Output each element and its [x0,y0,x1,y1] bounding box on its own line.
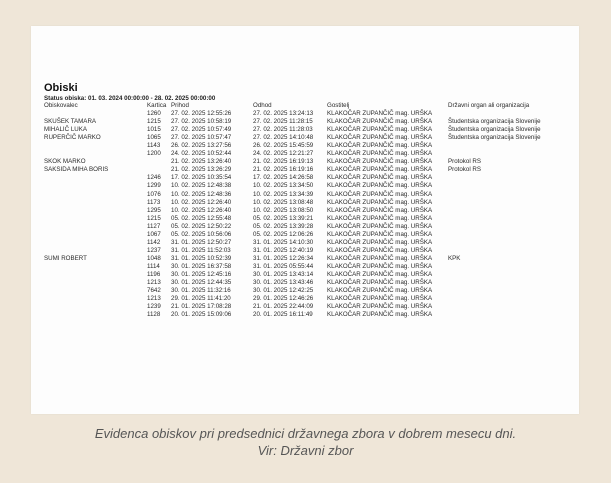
table-row [31,118,579,126]
table-row [31,150,579,158]
host-name: KLAKOČAR ZUPANČIČ mag. URŠKA [327,158,433,166]
card-number: 1295 [147,206,161,214]
departure-time: 10. 02. 2025 13:08:50 [253,206,314,214]
arrival-time: 17. 02. 2025 10:35:54 [171,174,232,182]
table-row [31,287,579,295]
card-number: 1239 [147,303,161,311]
table-row [31,231,579,239]
card-number: 1200 [147,150,161,158]
card-number: 1127 [147,222,161,230]
table-row [31,174,579,182]
card-number: 1065 [147,134,161,142]
table-row [31,182,579,190]
departure-time: 24. 02. 2025 12:21:27 [253,150,314,158]
host-name: KLAKOČAR ZUPANČIČ mag. URŠKA [327,230,433,238]
visitor-name: SKOK MARKO [44,158,86,166]
departure-time: 10. 02. 2025 13:34:39 [253,190,314,198]
arrival-time: 29. 01. 2025 11:41:20 [171,295,231,303]
arrival-time: 10. 02. 2025 12:26:40 [171,206,232,214]
table-row [31,255,579,263]
arrival-time: 31. 01. 2025 12:50:27 [171,238,232,246]
host-name: KLAKOČAR ZUPANČIČ mag. URŠKA [327,254,433,262]
status-line: Status obiska: 01. 03. 2024 00:00:00 - 28. 02. 2025 00:00:00 [44,95,216,102]
departure-time: 31. 01. 2025 12:40:19 [253,246,314,254]
arrival-time: 27. 02. 2025 10:57:49 [171,126,232,134]
host-name: KLAKOČAR ZUPANČIČ mag. URŠKA [327,150,433,158]
card-number: 1143 [147,142,161,150]
host-name: KLAKOČAR ZUPANČIČ mag. URŠKA [327,166,433,174]
header-card: Kartica [147,102,167,109]
arrival-time: 21. 01. 2025 17:08:28 [171,303,232,311]
table-row [31,311,579,319]
table-row [31,247,579,255]
arrival-time: 05. 02. 2025 12:55:48 [171,214,232,222]
host-name: KLAKOČAR ZUPANČIČ mag. URŠKA [327,222,433,230]
visitor-name: SAKSIDA MIHA BORIS [44,166,109,174]
arrival-time: 27. 02. 2025 10:57:47 [171,134,232,142]
organization: Protokol RS [448,158,482,166]
departure-time: 27. 02. 2025 13:24:13 [253,110,314,117]
departure-time: 21. 01. 2025 22:44:09 [253,303,314,311]
arrival-time: 24. 02. 2025 10:52:44 [171,150,232,158]
caption-line-2: Vir: Državni zbor [257,443,354,458]
arrival-time: 30. 01. 2025 12:44:35 [171,279,232,287]
host-name: KLAKOČAR ZUPANČIČ mag. URŠKA [327,134,433,142]
departure-time: 21. 02. 2025 16:19:13 [253,158,314,166]
card-number: 1196 [147,271,161,278]
arrival-time: 21. 02. 2025 13:26:40 [171,158,232,166]
host-name: KLAKOČAR ZUPANČIČ mag. URŠKA [327,271,433,278]
card-number: 1246 [147,174,161,182]
card-number: 1015 [147,126,161,134]
arrival-time: 05. 02. 2025 10:56:06 [171,230,232,238]
table-row [31,166,579,174]
table-row [31,303,579,311]
table-row [31,263,579,271]
card-number: 1076 [147,190,161,198]
visitor-name: SKUŠEK TAMARA [44,118,97,126]
header-host: Gostitelj [327,102,350,109]
host-name: KLAKOČAR ZUPANČIČ mag. URŠKA [327,174,433,182]
card-number: 1213 [147,295,161,303]
caption-line-1: Evidenca obiskov pri predsednici državnega zbora v dobrem mesecu dni. [94,426,517,441]
departure-time: 21. 02. 2025 16:19:16 [253,166,314,174]
table-row [31,110,579,118]
arrival-time: 27. 02. 2025 10:58:19 [171,118,232,126]
arrival-time: 30. 01. 2025 12:45:16 [171,271,232,278]
table-row [31,223,579,231]
arrival-time: 30. 01. 2025 11:32:16 [171,287,231,295]
departure-time: 31. 01. 2025 12:26:34 [253,254,314,262]
arrival-time: 30. 01. 2025 16:37:58 [171,262,232,270]
arrival-time: 31. 01. 2025 11:52:03 [171,246,231,254]
table-row [31,134,579,142]
card-number: 1048 [147,254,161,262]
arrival-time: 05. 02. 2025 12:50:22 [171,222,232,230]
arrival-time: 27. 02. 2025 12:55:26 [171,110,232,117]
card-number: 1173 [147,198,161,206]
departure-time: 05. 02. 2025 13:39:28 [253,222,314,230]
card-number: 1299 [147,182,161,190]
arrival-time: 26. 02. 2025 13:27:56 [171,142,232,150]
departure-time: 30. 01. 2025 13:43:46 [253,279,314,287]
card-number: 1213 [147,279,161,287]
host-name: KLAKOČAR ZUPANČIČ mag. URŠKA [327,311,433,319]
arrival-time: 20. 01. 2025 15:09:06 [171,311,232,319]
table-row [31,191,579,199]
visitor-name: SUMI ROBERT [44,254,87,262]
host-name: KLAKOČAR ZUPANČIČ mag. URŠKA [327,198,433,206]
organization: Študentska organizacija Slovenije [448,134,541,142]
departure-time: 30. 01. 2025 13:43:14 [253,271,314,278]
departure-time: 26. 02. 2025 15:45:59 [253,142,314,150]
departure-time: 20. 01. 2025 16:11:49 [253,311,313,319]
arrival-time: 10. 02. 2025 12:48:38 [171,182,232,190]
table-row [31,142,579,150]
host-name: KLAKOČAR ZUPANČIČ mag. URŠKA [327,262,433,270]
departure-time: 31. 01. 2025 14:10:30 [253,238,314,246]
card-number: 1114 [147,262,160,270]
host-name: KLAKOČAR ZUPANČIČ mag. URŠKA [327,303,433,311]
departure-time: 27. 02. 2025 14:10:48 [253,134,314,142]
table-row [31,158,579,166]
card-number: 1142 [147,238,161,246]
host-name: KLAKOČAR ZUPANČIČ mag. URŠKA [327,238,433,246]
host-name: KLAKOČAR ZUPANČIČ mag. URŠKA [327,214,433,222]
host-name: KLAKOČAR ZUPANČIČ mag. URŠKA [327,246,433,254]
scanned-document [31,26,579,414]
arrival-time: 31. 01. 2025 10:52:39 [171,254,232,262]
departure-time: 17. 02. 2025 14:26:58 [253,174,314,182]
card-number: 7642 [147,287,161,295]
table-row [31,199,579,207]
card-number: 1215 [147,118,161,126]
departure-time: 29. 01. 2025 12:46:26 [253,295,314,303]
host-name: KLAKOČAR ZUPANČIČ mag. URŠKA [327,142,433,150]
table-row [31,126,579,134]
arrival-time: 10. 02. 2025 12:48:36 [171,190,232,198]
host-name: KLAKOČAR ZUPANČIČ mag. URŠKA [327,182,433,190]
organization: KPK [448,254,461,262]
visitor-name: RUPERČIČ MARKO [44,134,101,142]
table-row [31,295,579,303]
table-row [31,279,579,287]
host-name: KLAKOČAR ZUPANČIČ mag. URŠKA [327,118,433,126]
card-number: 1215 [147,214,161,222]
host-name: KLAKOČAR ZUPANČIČ mag. URŠKA [327,110,433,117]
table-row [31,215,579,223]
host-name: KLAKOČAR ZUPANČIČ mag. URŠKA [327,287,433,295]
arrival-time: 21. 02. 2025 13:26:29 [171,166,232,174]
header-departure: Odhod [253,102,272,109]
departure-time: 30. 01. 2025 12:42:25 [253,287,314,295]
header-arrival: Prihod [171,102,189,109]
header-visitor: Obiskovalec [44,102,78,109]
card-number: 1260 [147,110,161,117]
header-org: Državni organ ali organizacija [448,102,530,109]
table-row [31,271,579,279]
organization: Študentska organizacija Slovenije [448,126,541,134]
organization: Protokol RS [448,166,482,174]
departure-time: 10. 02. 2025 13:08:48 [253,198,314,206]
card-number: 1128 [147,311,161,319]
departure-time: 27. 02. 2025 11:28:15 [253,118,313,126]
table-row [31,239,579,247]
host-name: KLAKOČAR ZUPANČIČ mag. URŠKA [327,190,433,198]
host-name: KLAKOČAR ZUPANČIČ mag. URŠKA [327,279,433,287]
departure-time: 05. 02. 2025 13:39:21 [253,214,314,222]
host-name: KLAKOČAR ZUPANČIČ mag. URŠKA [327,295,433,303]
departure-time: 31. 01. 2025 05:55:44 [253,262,314,270]
departure-time: 27. 02. 2025 11:28:03 [253,126,313,134]
departure-time: 10. 02. 2025 13:34:50 [253,182,314,190]
departure-time: 05. 02. 2025 12:06:26 [253,230,314,238]
visitor-name: MIHALIČ LUKA [44,126,87,134]
image-caption [0,425,611,459]
card-number: 1237 [147,246,161,254]
organization: Študentska organizacija Slovenije [448,118,541,126]
card-number: 1067 [147,230,161,238]
host-name: KLAKOČAR ZUPANČIČ mag. URŠKA [327,206,433,214]
arrival-time: 10. 02. 2025 12:26:40 [171,198,232,206]
host-name: KLAKOČAR ZUPANČIČ mag. URŠKA [327,126,433,134]
document-title: Obiski [44,82,78,94]
table-row [31,207,579,215]
